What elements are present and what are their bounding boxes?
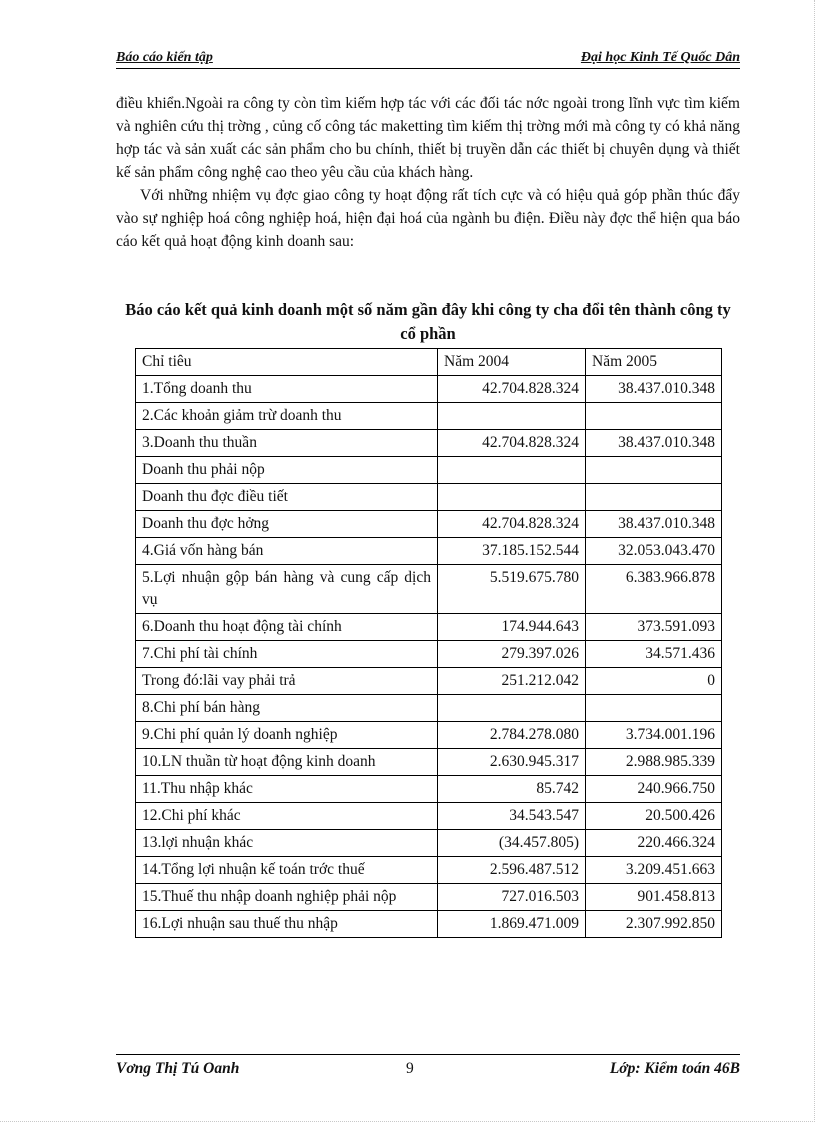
table-title: Báo cáo kết quả kinh doanh một số năm gần đây khi công ty cha đổi tên thành công ty cổ phần bbox=[125, 300, 731, 343]
row-label-cell: 2.Các khoản giảm trừ doanh thu bbox=[136, 403, 438, 430]
table-row bbox=[136, 484, 722, 511]
header-cell-2004: Năm 2004 bbox=[438, 349, 586, 376]
row-label-cell: 13.lợi nhuận khác bbox=[136, 830, 438, 857]
header-university: Đại học Kinh Tế Quốc Dân bbox=[580, 50, 740, 65]
row-value-2004-cell: 85.742 bbox=[438, 776, 586, 803]
income-statement-table bbox=[135, 348, 722, 938]
row-value-2004-cell: 251.212.042 bbox=[438, 668, 586, 695]
row-value-2005-cell: 373.591.093 bbox=[586, 614, 722, 641]
paragraph: điều khiển.Ngoài ra công ty còn tìm kiếm hợp tác với các đối tác nớc ngoài trong lĩnh vực tìm kiếm và nghiên cứu thị trờng , củng cố công tác maketting tìm kiếm thị trờng mới mà công ty có khả năng hợp tác và sản xuất các sản phẩm cho bu chính, thiết bị truyền dẫn các thiết bị chuyên dụng và thiết kế sản phẩm công nghệ cao theo yêu cầu của khách hàng. bbox=[116, 95, 740, 181]
table-row bbox=[136, 857, 722, 884]
row-value-2004-cell: 34.543.547 bbox=[438, 803, 586, 830]
row-value-2004-cell bbox=[438, 484, 586, 511]
row-value-2004-cell: 42.704.828.324 bbox=[438, 376, 586, 403]
row-value-2004-cell: 279.397.026 bbox=[438, 641, 586, 668]
row-value-2004-cell: 5.519.675.780 bbox=[438, 565, 586, 614]
table-row bbox=[136, 722, 722, 749]
row-value-2005-cell: 2.307.992.850 bbox=[586, 911, 722, 938]
table-header-row bbox=[136, 349, 722, 376]
table-row bbox=[136, 911, 722, 938]
row-label-cell: 12.Chi phí khác bbox=[136, 803, 438, 830]
row-label-cell: 5.Lợi nhuận gộp bán hàng và cung cấp dịch vụ bbox=[136, 565, 438, 614]
row-label-cell: Trong đó:lãi vay phải trả bbox=[136, 668, 438, 695]
table-row bbox=[136, 614, 722, 641]
header-cell-2005: Năm 2005 bbox=[586, 349, 722, 376]
footer-class: Lớp: Kiểm toán 46B bbox=[609, 1060, 740, 1077]
row-value-2004-cell bbox=[438, 403, 586, 430]
row-value-2005-cell: 6.383.966.878 bbox=[586, 565, 722, 614]
table-row bbox=[136, 457, 722, 484]
row-label-cell: 15.Thuế thu nhập doanh nghiệp phải nộp bbox=[136, 884, 438, 911]
table-row bbox=[136, 403, 722, 430]
row-value-2005-cell: 901.458.813 bbox=[586, 884, 722, 911]
row-label-cell: 8.Chi phí bán hàng bbox=[136, 695, 438, 722]
row-value-2005-cell: 220.466.324 bbox=[586, 830, 722, 857]
row-label-cell: Doanh thu phải nộp bbox=[136, 457, 438, 484]
table-row bbox=[136, 776, 722, 803]
row-value-2004-cell bbox=[438, 457, 586, 484]
row-label-cell: 16.Lợi nhuận sau thuế thu nhập bbox=[136, 911, 438, 938]
table-row bbox=[136, 884, 722, 911]
table-row bbox=[136, 538, 722, 565]
row-label-cell: Doanh thu đợc hởng bbox=[136, 511, 438, 538]
row-value-2004-cell: 42.704.828.324 bbox=[438, 511, 586, 538]
row-value-2004-cell: 37.185.152.544 bbox=[438, 538, 586, 565]
row-value-2004-cell: 1.869.471.009 bbox=[438, 911, 586, 938]
row-value-2005-cell bbox=[586, 403, 722, 430]
table-row bbox=[136, 803, 722, 830]
row-value-2005-cell: 32.053.043.470 bbox=[586, 538, 722, 565]
table-row bbox=[136, 565, 722, 614]
row-value-2005-cell: 38.437.010.348 bbox=[586, 376, 722, 403]
header-report-type: Báo cáo kiến tập bbox=[116, 50, 213, 65]
body-text bbox=[116, 92, 740, 253]
table-row bbox=[136, 668, 722, 695]
row-label-cell: 11.Thu nhập khác bbox=[136, 776, 438, 803]
row-value-2005-cell: 3.209.451.663 bbox=[586, 857, 722, 884]
row-value-2005-cell: 38.437.010.348 bbox=[586, 511, 722, 538]
row-label-cell: 10.LN thuần từ hoạt động kinh doanh bbox=[136, 749, 438, 776]
row-value-2005-cell: 38.437.010.348 bbox=[586, 430, 722, 457]
paragraph: Với những nhiệm vụ đợc giao công ty hoạt động rất tích cực và có hiệu quả góp phần thúc đẩy vào sự nghiệp hoá công nghiệp hoá, hiện đại hoá của ngành bu điện. Điều này đợc thể hiện qua báo cáo kết quả hoạt động kinh doanh sau: bbox=[116, 187, 740, 250]
table-row bbox=[136, 430, 722, 457]
row-label-cell: 7.Chi phí tài chính bbox=[136, 641, 438, 668]
row-value-2005-cell: 0 bbox=[586, 668, 722, 695]
row-label-cell: 9.Chi phí quản lý doanh nghiệp bbox=[136, 722, 438, 749]
table-row bbox=[136, 749, 722, 776]
row-value-2004-cell: 174.944.643 bbox=[438, 614, 586, 641]
row-label-cell: 14.Tổng lợi nhuận kế toán trớc thuế bbox=[136, 857, 438, 884]
row-value-2005-cell: 2.988.985.339 bbox=[586, 749, 722, 776]
row-value-2005-cell bbox=[586, 484, 722, 511]
row-label-cell: 1.Tổng doanh thu bbox=[136, 376, 438, 403]
table-row bbox=[136, 511, 722, 538]
row-value-2005-cell bbox=[586, 695, 722, 722]
page-number: 9 bbox=[406, 1060, 414, 1077]
page-header bbox=[116, 48, 740, 69]
row-value-2005-cell: 240.966.750 bbox=[586, 776, 722, 803]
table-row bbox=[136, 376, 722, 403]
table-row bbox=[136, 830, 722, 857]
row-value-2004-cell bbox=[438, 695, 586, 722]
row-value-2005-cell: 3.734.001.196 bbox=[586, 722, 722, 749]
row-label-cell: 3.Doanh thu thuần bbox=[136, 430, 438, 457]
footer-author: Vơng Thị Tú Oanh bbox=[116, 1060, 240, 1077]
row-value-2005-cell: 34.571.436 bbox=[586, 641, 722, 668]
row-label-cell: 4.Giá vốn hàng bán bbox=[136, 538, 438, 565]
table-row bbox=[136, 695, 722, 722]
row-value-2004-cell: 2.784.278.080 bbox=[438, 722, 586, 749]
header-cell-indicator: Chỉ tiêu bbox=[136, 349, 438, 376]
row-value-2004-cell: 42.704.828.324 bbox=[438, 430, 586, 457]
row-label-cell: 6.Doanh thu hoạt động tài chính bbox=[136, 614, 438, 641]
row-value-2004-cell: (34.457.805) bbox=[438, 830, 586, 857]
row-value-2004-cell: 2.596.487.512 bbox=[438, 857, 586, 884]
page-footer bbox=[116, 1054, 740, 1081]
row-label-cell: Doanh thu đợc điều tiết bbox=[136, 484, 438, 511]
row-value-2004-cell: 727.016.503 bbox=[438, 884, 586, 911]
row-value-2005-cell bbox=[586, 457, 722, 484]
row-value-2005-cell: 20.500.426 bbox=[586, 803, 722, 830]
table-row bbox=[136, 641, 722, 668]
row-value-2004-cell: 2.630.945.317 bbox=[438, 749, 586, 776]
